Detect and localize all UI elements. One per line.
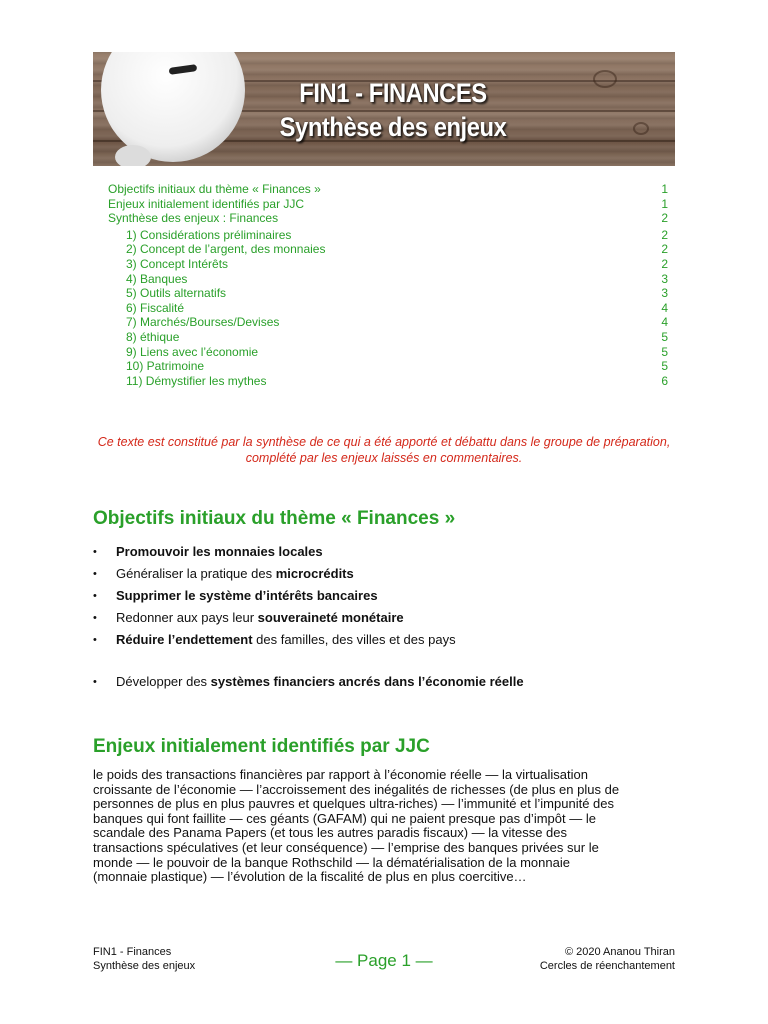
toc-entry-page: 2 bbox=[661, 211, 668, 226]
piggy-bank-icon bbox=[93, 52, 253, 166]
toc-entry-page: 4 bbox=[661, 300, 668, 315]
toc-entry-page: 1 bbox=[661, 196, 668, 211]
banner-title-line2: Synthèse des enjeux bbox=[279, 112, 507, 142]
toc-entry-label: 3) Concept Intérêts bbox=[126, 256, 229, 271]
issues-line: personnes de plus en plus pauvres et quelques ultra-riches) — l’immunité et l’impunité des bbox=[93, 796, 614, 812]
objectives-list bbox=[93, 541, 693, 693]
toc-entry[interactable] bbox=[108, 197, 668, 212]
objective-text-bold: souveraineté monétaire bbox=[257, 610, 404, 625]
toc-entry-label: 2) Concept de l’argent, des monnaies bbox=[126, 242, 326, 257]
toc-entry-page: 3 bbox=[661, 286, 668, 301]
toc-entry-page: 6 bbox=[661, 373, 668, 388]
toc-entry[interactable] bbox=[108, 301, 668, 316]
toc-entry[interactable] bbox=[108, 272, 668, 287]
toc-entry[interactable] bbox=[108, 242, 668, 257]
intro-note: Ce texte est constitué par la synthèse de ce qui a été apporté et débattu dans le groupe de préparation, complété par les enjeux laissés en commentaires. bbox=[97, 435, 671, 465]
issues-line: transactions spéculatives (et leur conséquence) — l’emprise des banques privées sur le bbox=[93, 839, 599, 855]
objective-item bbox=[93, 671, 693, 693]
toc-entry[interactable] bbox=[108, 374, 668, 389]
toc-entry-label: 5) Outils alternatifs bbox=[126, 286, 227, 301]
issues-line: scandale des Panama Papers (et tous les autres paradis fiscaux) — la vitesse des bbox=[93, 825, 568, 841]
issues-line: le poids des transactions financières par rapport à l’économie réelle — la virtualisation bbox=[93, 767, 588, 782]
footer-copyright: © 2020 Ananou Thiran bbox=[564, 946, 675, 958]
footer-doc-code: FIN1 - Finances bbox=[93, 946, 172, 958]
objective-text-pre: Développer des bbox=[116, 674, 211, 689]
toc-entry[interactable] bbox=[108, 286, 668, 301]
toc-entry-page: 1 bbox=[661, 182, 668, 196]
toc-entry-page: 5 bbox=[661, 344, 668, 359]
issues-line: croissante de l’économie — l’accroissement des inégalités de richesses (de plus en plus de bbox=[93, 781, 620, 797]
objective-item bbox=[93, 541, 693, 563]
footer-right bbox=[540, 945, 675, 973]
toc-entry-label: 10) Patrimoine bbox=[126, 359, 205, 374]
toc-entry[interactable] bbox=[108, 182, 668, 197]
issues-line: monde — le pouvoir de la banque Rothschild — la dématérialisation de la monnaie bbox=[93, 854, 570, 870]
toc-entry-page: 2 bbox=[661, 227, 668, 242]
toc-entry-label: 8) éthique bbox=[126, 329, 180, 344]
toc-entry-label: 7) Marchés/Bourses/Devises bbox=[126, 315, 280, 330]
objective-text-pre: Généraliser la pratique des bbox=[116, 566, 276, 581]
page-number: — Page 1 — bbox=[335, 951, 433, 970]
toc-entry-label: 9) Liens avec l’économie bbox=[126, 344, 259, 359]
toc-entry[interactable] bbox=[108, 257, 668, 272]
section-heading-objectives: Objectifs initiaux du thème « Finances » bbox=[93, 508, 456, 529]
toc-entry[interactable] bbox=[108, 315, 668, 330]
banner-title-line1: FIN1 - FINANCES bbox=[299, 78, 487, 108]
toc-entry-label: 6) Fiscalité bbox=[126, 300, 185, 315]
header-banner bbox=[93, 52, 675, 166]
toc-entry-label: Synthèse des enjeux : Finances bbox=[108, 211, 279, 226]
section-heading-issues: Enjeux initialement identifiés par JJC bbox=[93, 736, 430, 757]
objective-text-bold: microcrédits bbox=[275, 566, 354, 581]
toc-entry[interactable] bbox=[108, 228, 668, 243]
toc-entry-page: 2 bbox=[661, 242, 668, 257]
objective-item bbox=[93, 607, 693, 629]
objective-text-bold: Promouvoir les monnaies locales bbox=[116, 544, 323, 559]
toc-entry-page: 3 bbox=[661, 271, 668, 286]
issues-paragraph bbox=[93, 768, 683, 885]
issues-line: banques qui font faillite — ces géants (GAFAM) qui ne paient presque pas d’impôt — le bbox=[93, 810, 596, 826]
objective-item bbox=[93, 585, 693, 607]
toc-entry-label: 4) Banques bbox=[126, 271, 188, 286]
table-of-contents bbox=[108, 182, 668, 388]
toc-entry-label: 11) Démystifier les mythes bbox=[126, 373, 267, 388]
objective-item bbox=[93, 563, 693, 585]
footer-doc-title: Synthèse des enjeux bbox=[93, 960, 196, 972]
toc-entry[interactable] bbox=[108, 211, 668, 226]
toc-entry-page: 2 bbox=[661, 256, 668, 271]
objective-text-bold: systèmes financiers ancrés dans l’économie réelle bbox=[210, 674, 524, 689]
objective-item bbox=[93, 629, 693, 651]
objective-text-post: des familles, des villes et des pays bbox=[252, 632, 456, 647]
toc-entry-page: 5 bbox=[661, 329, 668, 344]
objective-text-bold: Réduire l’endettement bbox=[116, 632, 253, 647]
toc-entry[interactable] bbox=[108, 345, 668, 360]
objective-text-bold: Supprimer le système d’intérêts bancaires bbox=[116, 588, 378, 603]
toc-entry-label: 1) Considérations préliminaires bbox=[126, 227, 292, 242]
toc-entry-label: Objectifs initiaux du thème « Finances » bbox=[108, 182, 321, 196]
toc-entry[interactable] bbox=[108, 359, 668, 374]
toc-entry-label: Enjeux initialement identifiés par JJC bbox=[108, 196, 305, 211]
toc-entry-page: 4 bbox=[661, 315, 668, 330]
issues-line: (monnaie plastique) — l’évolution de la fiscalité de plus en plus coercitive… bbox=[93, 869, 527, 885]
toc-entry[interactable] bbox=[108, 330, 668, 345]
objective-text-pre: Redonner aux pays leur bbox=[116, 610, 258, 625]
footer-organization: Cercles de réenchantement bbox=[539, 960, 675, 972]
toc-entry-page: 5 bbox=[661, 359, 668, 374]
